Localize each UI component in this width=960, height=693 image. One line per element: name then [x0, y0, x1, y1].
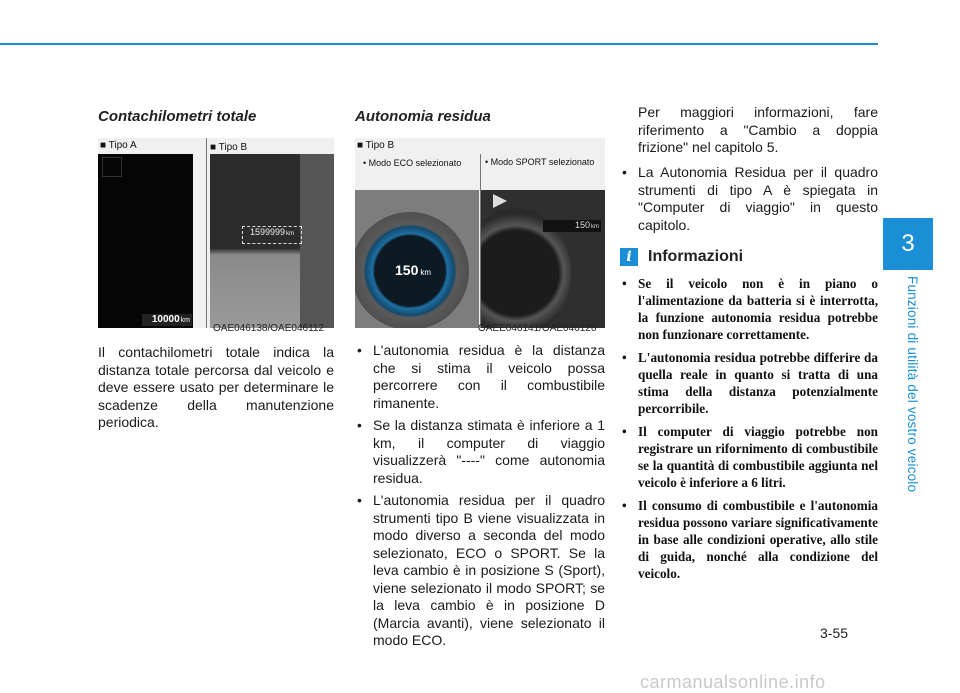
cluster-b-frame: [300, 154, 334, 328]
header-rule: [0, 43, 878, 45]
odometer-a-value: 10000: [151, 314, 180, 325]
odometer-a-unit: km: [180, 317, 190, 324]
range-figure-caption: OAEE046141/OAE046126: [478, 323, 597, 334]
odometer-b-readout: [242, 226, 302, 244]
right-bullets: [620, 164, 878, 239]
info-item: • Se il veicolo non è in piano o l'alimentazione da batteria si è interrotta, la funzione autonomia residua potrebbe non funzionare correttamente.: [620, 275, 878, 343]
info-icon: i: [620, 248, 638, 266]
range-tag-b: ■ Tipo B: [357, 140, 395, 151]
cluster-eco-image: [355, 190, 479, 328]
page-number: 3-55: [820, 625, 849, 641]
range-figure: [355, 138, 605, 328]
eco-range-unit: km: [420, 268, 432, 277]
info-item: • Il consumo di combustibile e l'autonomia residua possono variare significativamente in base alle condizioni operative, allo stile di guida, nonché alla condizione del veicolo.: [620, 497, 878, 582]
info-item: • Il computer di viaggio potrebbe non registrare un rifornimento di combustibile se la quantità di combustibile aggiunta nel veicolo è inferiore a 6 litri.: [620, 423, 878, 491]
info-title: Informazioni: [648, 248, 744, 265]
odometer-title: Contachilometri totale: [98, 108, 257, 125]
cluster-a-window: [102, 157, 122, 177]
eco-range-readout: [395, 262, 431, 278]
sport-range-value: 150: [574, 220, 590, 230]
info-list: [620, 275, 878, 588]
odometer-b-value: 1599999: [249, 227, 286, 237]
range-section: [355, 108, 605, 125]
gearbox-reference: Per maggiori informazioni, fare riferimento a "Cambio a doppia frizione" nel capitolo 5.: [638, 104, 878, 155]
odometer-tag-b: ■ Tipo B: [210, 142, 248, 153]
figure-divider: [206, 138, 207, 328]
cluster-type-b-image: [210, 154, 334, 328]
info-item: • L'autonomia residua potrebbe differire da quella reale in quanto si tratta di una stima della distanza potenzialmente percorribile.: [620, 349, 878, 417]
eco-range-value: 150: [395, 262, 419, 278]
cluster-type-a-note: • La Autonomia Residua per il quadro strumenti di tipo A è spiegata in "Computer di viaggio" in questo capitolo.: [620, 164, 878, 234]
odometer-section: [98, 108, 334, 125]
odometer-tag-a: ■ Tipo A: [100, 140, 137, 151]
range-bullet: • L'autonomia residua per il quadro strumenti tipo B viene visualizzata in modo diverso a seconda del modo selezionato, ECO o SPORT. Se la leva cambio è in posizione S (Sport), viene selezionato il modo SPORT; se la leva cambio è in posizione D (Marcia avanti), viene selezionato il modo ECO.: [355, 492, 605, 650]
chapter-title: Funzioni di utilità del vostro veicolo: [905, 276, 920, 493]
odometer-paragraph: Il contachilometri totale indica la distanza totale percorsa dal veicolo e deve essere usato per determinare le scadenze della manutenzione periodica.: [98, 344, 334, 430]
sport-range-unit: km: [591, 224, 599, 230]
sport-range-readout: [543, 220, 601, 232]
footer-watermark: carmanualsonline.info: [640, 672, 826, 692]
odometer-b-unit: km: [286, 231, 295, 237]
chapter-number-tab: 3: [883, 218, 933, 270]
cluster-sport-image: [481, 190, 605, 328]
odometer-a-readout: [142, 314, 192, 326]
range-bullets: [355, 342, 605, 655]
cluster-type-a-image: [98, 154, 193, 328]
sport-arrow-icon: [493, 194, 507, 208]
range-title: Autonomia residua: [355, 108, 491, 125]
range-bullet: • L'autonomia residua è la distanza che si stima il veicolo possa percorrere con il combustibile rimanente.: [355, 342, 605, 412]
range-bullet: • Se la distanza stimata è inferiore a 1 km, il computer di viaggio visualizzerà "----" come autonomia residua.: [355, 417, 605, 487]
odometer-figure-caption: OAE046138/OAE046112: [213, 323, 325, 334]
range-mode-eco: • Modo ECO selezionato: [363, 158, 462, 168]
info-header: [620, 248, 743, 266]
odometer-figure: [98, 138, 334, 328]
range-mode-sport: • Modo SPORT selezionato: [485, 157, 595, 167]
